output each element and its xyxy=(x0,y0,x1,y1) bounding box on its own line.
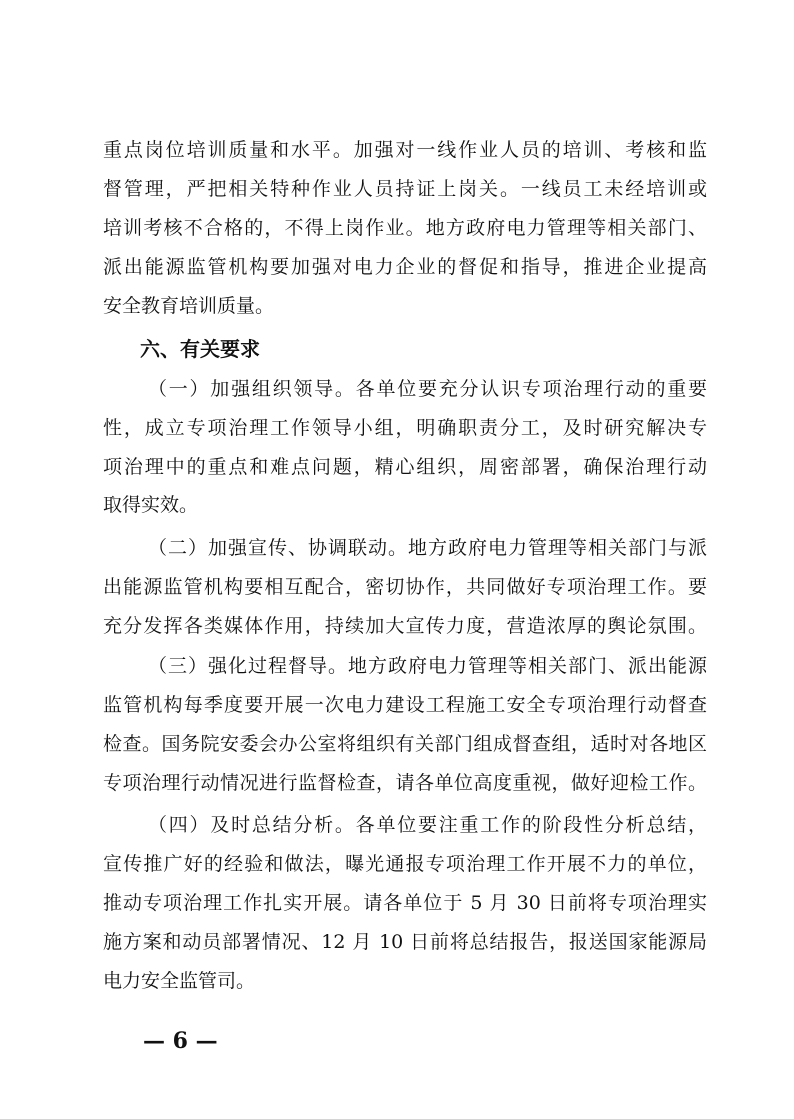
body-text-line: 项治理中的重点和难点问题，精心组织，周密部署，确保治理行动 xyxy=(103,456,707,478)
page-number: — 6 — xyxy=(143,1028,218,1054)
body-text-line: 出能源监管机构要相互配合，密切协作，共同做好专项治理工作。要 xyxy=(103,576,707,598)
body-text-line: 电力安全监管司。 xyxy=(103,970,256,992)
body-text-line: 重点岗位培训质量和水平。加强对一线作业人员的培训、考核和监 xyxy=(103,139,707,161)
paragraph-first-line: （二）加强宣传、协调联动。地方政府电力管理等相关部门与派 xyxy=(148,537,707,559)
body-text-line: 充分发挥各类媒体作用，持续加大宣传力度，营造浓厚的舆论氛围。 xyxy=(103,615,707,637)
paragraph-first-line: （一）加强组织领导。各单位要充分认识专项治理行动的重要 xyxy=(148,378,707,400)
body-text-line: 检查。国务院安委会办公室将组织有关部门组成督查组，适时对各地区 xyxy=(103,733,707,755)
paragraph-first-line: （三）强化过程督导。地方政府电力管理等相关部门、派出能源 xyxy=(148,655,707,677)
body-text-line: 安全教育培训质量。 xyxy=(103,295,275,317)
paragraph-first-line: （四）及时总结分析。各单位要注重工作的阶段性分析总结， xyxy=(148,814,707,836)
body-text-line: 推动专项治理工作扎实开展。请各单位于 5 月 30 日前将专项治理实 xyxy=(103,892,707,914)
body-text-line: 监管机构每季度要开展一次电力建设工程施工安全专项治理行动督查 xyxy=(103,694,707,716)
body-text-line: 宣传推广好的经验和做法，曝光通报专项治理工作开展不力的单位， xyxy=(103,853,707,875)
body-text-line: 督管理，严把相关特种作业人员持证上岗关。一线员工未经培训或 xyxy=(103,178,707,200)
body-text-line: 取得实效。 xyxy=(103,494,199,516)
section-heading: 六、有关要求 xyxy=(140,337,260,361)
body-text-line: 派出能源监管机构要加强对电力企业的督促和指导，推进企业提高 xyxy=(103,256,707,278)
body-text-line: 专项治理行动情况进行监督检查，请各单位高度重视，做好迎检工作。 xyxy=(103,772,707,794)
body-text-line: 培训考核不合格的，不得上岗作业。地方政府电力管理等相关部门、 xyxy=(103,217,707,239)
body-text-line: 性，成立专项治理工作领导小组，明确职责分工，及时研究解决专 xyxy=(103,417,707,439)
body-text-line: 施方案和动员部署情况、12 月 10 日前将总结报告，报送国家能源局 xyxy=(103,931,707,953)
